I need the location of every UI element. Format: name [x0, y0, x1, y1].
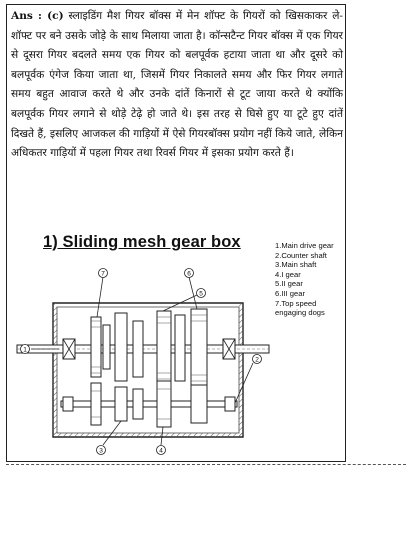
callout-1: 1 [23, 346, 27, 354]
figure-legend [275, 241, 345, 318]
legend-item: 2.Counter shaft [275, 250, 327, 260]
callout-2: 2 [255, 356, 259, 364]
answer-label: Ans : (c) [11, 10, 64, 22]
gearbox-housing [53, 303, 243, 437]
gearbox-figure [11, 231, 343, 463]
legend-item: 3.Main shaft [275, 260, 317, 270]
callout-3: 3 [99, 447, 103, 455]
legend-item: 5.II gear [275, 279, 303, 289]
answer-box [6, 4, 346, 462]
answer-text: स्लाइडिंग मैश गियर बॉक्स में मेन शॉफ्ट के गियरों को खिसकाकर ले-शॉफ्ट पर बने उसके जोड़े के साथ मिलाया जाता है। कॉन्सटैन्ट गियर बॉक्स में एक गियर से दूसरा गियर बदलते समय एक गियर को बलपूर्वक हटाया जाता था और दूसरे को बलपूर्वक एंगेज किया जाता था, जिसमें गियर निकालते समय और फिर गियर लगाते समय बहुत आवाज करते थे और उनके दांतें किनारों से टूट जाया करते थे क्योंकि बलपूर्वक गियर लगाने से थोड़े टेढ़े हो जाते थे। इस तरह से घिसे हुए या टूटे हुए दांतें दिखते हैं, इसलिए आजकल की गाड़ियों में ऐसे गियरबॉक्स प्रयोग नहीं किये जाते, लेकिन अधिकतर गाड़ियों में पहला गियर तथा रिवर्स गियर में इसका प्रयोग करते हैं। [11, 10, 343, 160]
gearbox-diagram [11, 251, 273, 463]
counter-shaft [61, 401, 237, 407]
legend-item: 6.III gear [275, 288, 305, 298]
callout-7: 7 [101, 270, 105, 278]
legend-item: 7.Top speed engaging dogs [275, 298, 325, 318]
legend-item: 1.Main drive gear [275, 241, 334, 250]
page-divider [6, 462, 406, 465]
callout-6: 6 [187, 270, 191, 278]
legend-item: 4.I gear [275, 269, 301, 279]
answer-paragraph [11, 7, 343, 164]
callout-5: 5 [199, 290, 203, 298]
callout-4: 4 [159, 447, 163, 455]
figure-title: 1) Sliding mesh gear box [43, 233, 241, 251]
